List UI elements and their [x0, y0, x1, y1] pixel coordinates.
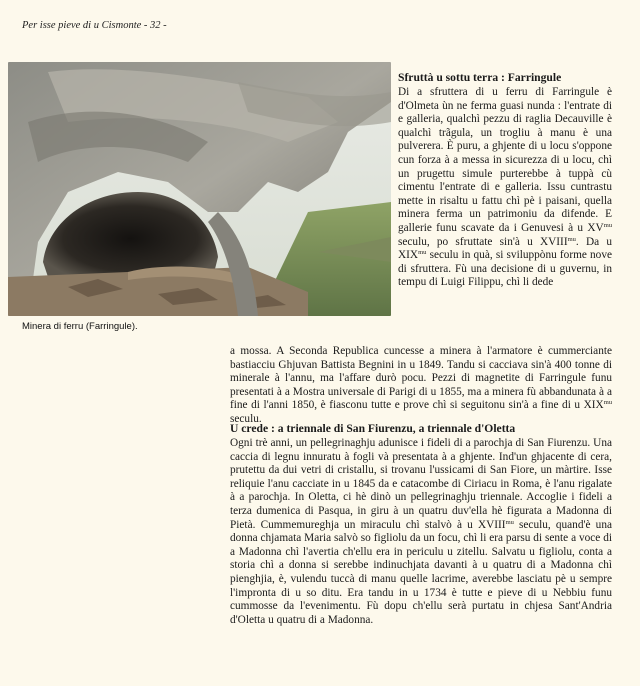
section-heading-triennale: U crede : a triennale di San Fiurenzu, a triennale d'Oletta	[230, 422, 516, 435]
section-triennale	[230, 422, 612, 627]
photo-caption: Minera di ferru (Farringule).	[22, 321, 138, 332]
mine-cave-photo	[8, 62, 391, 316]
section-farringule-continued	[230, 345, 612, 427]
section-farringule-column	[398, 71, 612, 290]
farringule-paragraph-column: Di a sfruttera di u ferru di Farringule è d'Olmeta ùn ne ferma guasi nunda : l'entrate di e galleria, qualchì pezzu di raglia Decauville è qualchì trãgula, un trogliu à manu è una pulverera. È puru, a ghjente di u locu s'oppone cun forza à a messa in sicurezza di u locu, chì un prugettu simule purterebbe à tuppà cù cimentu l'entrate di e galleria. Issu cuntrastu mette in risaltu u fattu chì pè i paisani, quella minera ferma un patrimoniu da difende. E gallerie funu scavate da i Genuvesi à u $XV^{mu}$ seculu, po sfruttate sin'à u $XVIII^{mu}$. Da u $XIX^{mu}$ seculu in quà, si sviluppònu forme nove di sfruttera. Fù una decisione di u guvernu, in tempu di Luigi Filippu, chì li dede	[398, 86, 612, 289]
running-head: Per isse pieve di u Cismonte - 32 -	[22, 20, 167, 31]
farringule-paragraph-wide: a mossa. A Seconda Republica cuncesse a minera à l'armatore è cummerciante bastiacciu Ghjuvan Battista Begnini in u 1849. Tandu si cacciava sin'à 400 tonne di minerale à l'annu, ma l'affare durò pocu. Pezzi di magnetite di Farringule funu presentati à a Mostra universale di Parigi di u 1855, ma a minera fù abbandunata à a fine di l'anni 1850, è fiasconu tutte e prove chì si seguitonu sin'à a fine di u $XIX^{mu}$ seculu.	[230, 345, 612, 425]
superscript-mu: mu	[505, 518, 514, 526]
superscript-mu: mu	[418, 249, 427, 257]
superscript-mu: mu	[603, 399, 612, 407]
triennale-paragraph: Ogni trè anni, un pellegrinaghju adunisce i fideli di a parochja di San Fiurenzu. Una caccia di legnu innuratu à fogli và presentata à a ghjente. Ind'un ghjacente di cera, prutettu da dui vetri di cristallu, si trovanu l'ussicami di San Fiore, un màrtire. Isse reliquie l'anu cacciate in u 1845 da e catacombe di Ciriacu in Roma, è l'anu rigalate à a parochja. In Oletta, ci hè dinò un pellegrinaghju triennale. Accoglie i fideli a terza dumenica di Pasqua, in giru à un quatru duv'ella hè figurata a Madonna di Pietà. Cummemureghja un miraculu chì stalvò à u $XVIII^{mu}$ seculu, quand'è una donna chjamata Maria salvò so figliolu da un focu, chì li era parsu di sente a voce di a Madonna chì l'avertia ch'ellu era in periculu u zitellu. Salvatu u figliolu, conta a storia chì a donna si serebbe indinuchjata davanti à u quatru di a Madonna chì pienghjia, è, vulendu tuccà di manu quelle lacrime, averebbe lasciatu pè u sempre l'impronta di u so ditu. Era tandu in u 1734 è tutte e pieve di u Nebbiu funu cummosse da l'evenimentu. Fù dopu ch'ellu serà purtatu in chjesa Sant'Andria d'Oletta u quatru di a Madonna.	[230, 437, 612, 626]
superscript-mu: mu	[603, 221, 612, 229]
superscript-mu: mu	[567, 235, 576, 243]
section-heading-farringule: Sfruttà u sottu terra : Farringule	[398, 71, 562, 84]
